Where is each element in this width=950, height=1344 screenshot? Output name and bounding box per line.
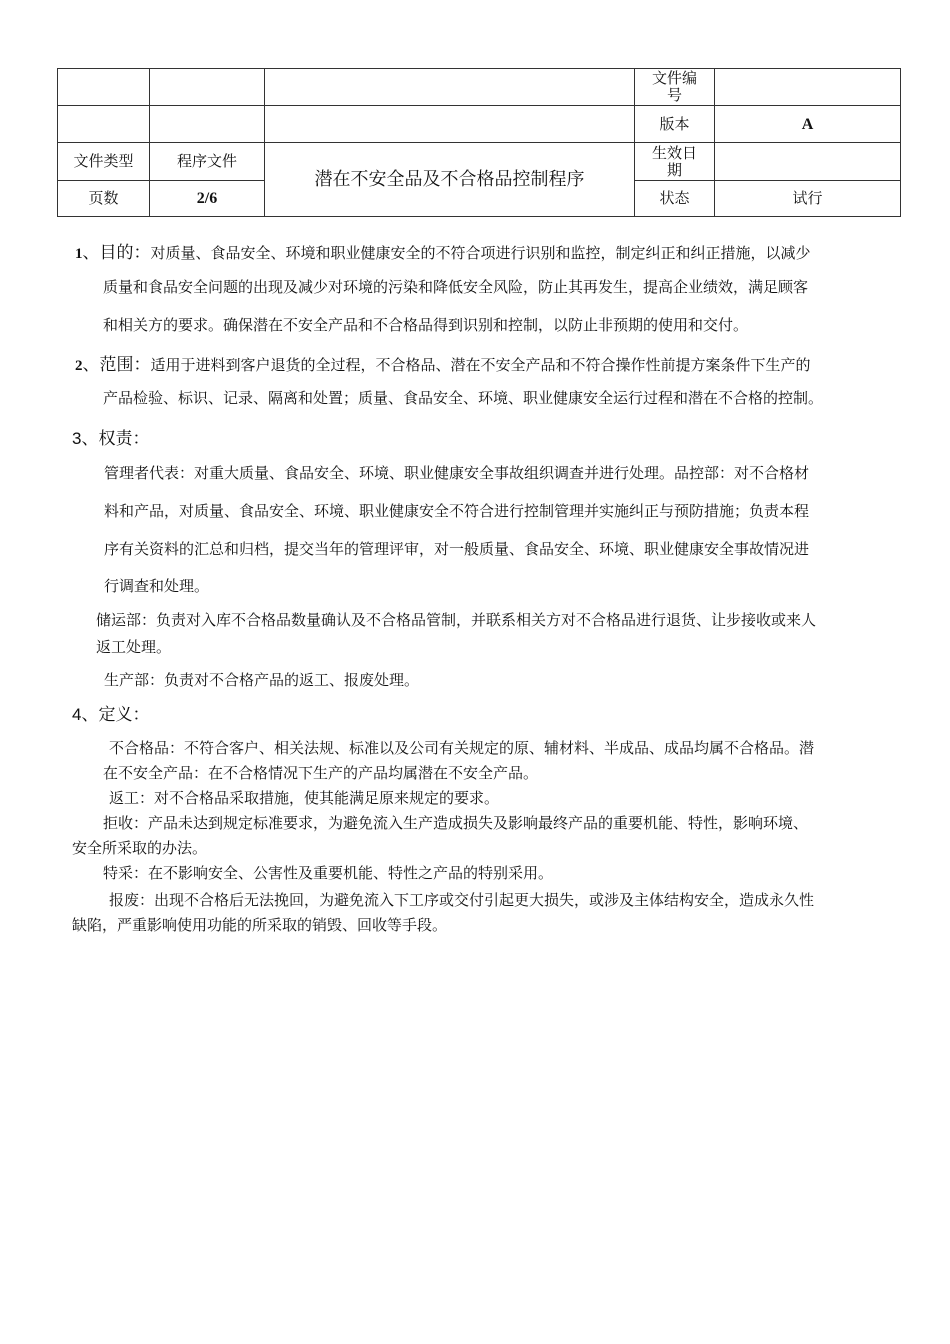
production-line: 生产部：负责对不合格产品的返工、报废处理。 — [104, 671, 420, 689]
pages-value: 2/6 — [150, 181, 265, 217]
version-label: 版本 — [635, 106, 715, 143]
pages-label: 页数 — [58, 181, 150, 217]
responsibility-line-2: 料和产品，对质量、食品安全、环境、职业健康安全不符合进行控制管理并实施纠正与预防措施；负责本程 — [104, 502, 810, 520]
header-blank-title-cell — [265, 69, 635, 106]
scrap-line-2: 缺陷，严重影响使用功能的所采取的销毁、回收等手段。 — [72, 916, 448, 934]
definitions-heading: 、定义： — [81, 705, 150, 725]
doc-type-value: 程序文件 — [150, 143, 265, 181]
responsibility-heading: 、权责： — [81, 429, 150, 449]
document-title: 潜在不安全品及不合格品控制程序 — [265, 143, 635, 217]
header-blank-title-cell-2 — [265, 106, 635, 143]
purpose-line-3: 和相关方的要求。确保潜在不安全产品和不合格品得到识别和控制，以防止非预期的使用和交付。 — [103, 316, 749, 334]
doc-number-label: 文件编号 — [635, 69, 715, 106]
purpose-heading: 、目的： — [82, 243, 151, 263]
purpose-heading-line — [75, 238, 811, 263]
definitions-heading-line — [72, 700, 149, 725]
responsibility-heading-line — [72, 424, 149, 449]
scope-heading-line — [75, 350, 811, 375]
purpose-line-1: 对质量、食品安全、环境和职业健康安全的不符合项进行识别和监控，制定纠正和纠正措施，以减少 — [150, 244, 811, 262]
storage-line-1: 储运部：负责对入库不合格品数量确认及不合格品管制，并联系相关方对不合格品进行退货、让步接收或来人 — [96, 611, 817, 629]
purpose-number: 1 — [75, 246, 83, 262]
scope-line-1: 适用于进料到客户退货的全过程，不合格品、潜在不安全产品和不符合操作性前提方案条件下生产的 — [150, 356, 811, 374]
version-value: A — [715, 106, 901, 143]
responsibility-line-3: 序有关资料的汇总和归档，提交当年的管理评审，对一般质量、食品安全、环境、职业健康安全事故情况进 — [104, 540, 810, 558]
doc-number-value — [715, 69, 901, 106]
effective-date-value — [715, 143, 901, 181]
responsibility-number: 3 — [72, 429, 82, 448]
responsibility-line-1: 管理者代表：对重大质量、食品安全、环境、职业健康安全事故组织调查并进行处理。品控部：对不合格材 — [104, 464, 810, 482]
reject-line-2: 安全所采取的办法。 — [72, 839, 208, 857]
responsibility-line-4: 行调查和处理。 — [104, 577, 210, 595]
scope-number: 2 — [75, 358, 83, 374]
document-header-table — [57, 68, 901, 217]
concession-line: 特采：在不影响安全、公害性及重要机能、特性之产品的特别采用。 — [103, 864, 554, 882]
header-blank-logo-cell — [58, 69, 150, 106]
effective-date-label: 生效日期 — [635, 143, 715, 181]
definitions-number: 4 — [72, 705, 82, 724]
status-value: 试行 — [715, 181, 901, 217]
header-blank-cell — [150, 69, 265, 106]
scrap-line-1: 报废：出现不合格后无法挽回，为避免流入下工序或交付引起更大损失，或涉及主体结构安全，造成永久性 — [109, 891, 815, 909]
header-blank-cell-2 — [150, 106, 265, 143]
rework-line: 返工：对不合格品采取措施，使其能满足原来规定的要求。 — [109, 789, 500, 807]
nonconforming-line-2: 在不安全产品：在不合格情况下生产的产品均属潜在不安全产品。 — [103, 764, 539, 782]
scope-line-2: 产品检验、标识、记录、隔离和处置；质量、食品安全、环境、职业健康安全运行过程和潜在不合格的控制。 — [103, 389, 824, 407]
status-label: 状态 — [635, 181, 715, 217]
nonconforming-line-1: 不合格品：不符合客户、相关法规、标准以及公司有关规定的原、辅材料、半成品、成品均属不合格品。潜 — [109, 739, 815, 757]
purpose-line-2: 质量和食品安全问题的出现及减少对环境的污染和降低安全风险，防止其再发生，提高企业绩效，满足顾客 — [103, 278, 809, 296]
scope-heading: 、范围： — [82, 355, 151, 375]
storage-line-2: 返工处理。 — [96, 638, 172, 656]
reject-line-1: 拒收：产品未达到规定标准要求，为避免流入生产造成损失及影响最终产品的重要机能、特性，影响环境、 — [103, 814, 809, 832]
header-blank-logo-cell-2 — [58, 106, 150, 143]
doc-type-label: 文件类型 — [58, 143, 150, 181]
